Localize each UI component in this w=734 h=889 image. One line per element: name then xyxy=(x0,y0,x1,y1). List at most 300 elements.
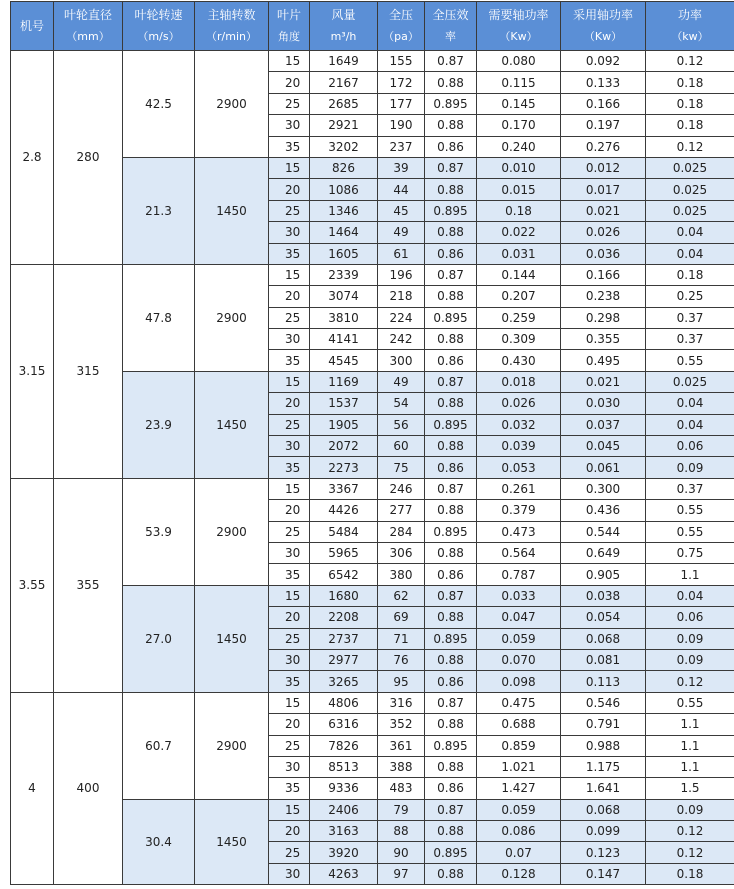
motor-power-cell: 0.09 xyxy=(646,457,734,478)
model-cell: 4 xyxy=(11,692,54,885)
required-power-cell: 0.022 xyxy=(477,222,561,243)
required-power-cell: 1.427 xyxy=(477,778,561,799)
pressure-cell: 155 xyxy=(378,51,425,72)
shaft-power-cell: 0.147 xyxy=(561,863,646,884)
motor-power-cell: 1.1 xyxy=(646,564,734,585)
motor-power-cell: 0.04 xyxy=(646,393,734,414)
required-power-cell: 0.18 xyxy=(477,200,561,221)
blade-angle-cell: 20 xyxy=(269,72,310,93)
airflow-cell: 2273 xyxy=(310,457,378,478)
column-header-unit: （Kw） xyxy=(561,26,645,47)
blade-angle-cell: 35 xyxy=(269,136,310,157)
required-power-cell: 0.018 xyxy=(477,371,561,392)
airflow-cell: 5965 xyxy=(310,542,378,563)
efficiency-cell: 0.86 xyxy=(425,564,477,585)
airflow-cell: 6316 xyxy=(310,714,378,735)
shaft-power-cell: 0.021 xyxy=(561,200,646,221)
motor-power-cell: 0.12 xyxy=(646,671,734,692)
motor-power-cell: 0.09 xyxy=(646,628,734,649)
pressure-cell: 39 xyxy=(378,157,425,178)
efficiency-cell: 0.88 xyxy=(425,607,477,628)
motor-power-cell: 0.25 xyxy=(646,286,734,307)
column-header-unit: （pa） xyxy=(378,26,424,47)
blade-angle-cell: 30 xyxy=(269,756,310,777)
required-power-cell: 0.145 xyxy=(477,93,561,114)
airflow-cell: 2167 xyxy=(310,72,378,93)
blade-angle-cell: 15 xyxy=(269,264,310,285)
required-power-cell: 0.240 xyxy=(477,136,561,157)
airflow-cell: 1605 xyxy=(310,243,378,264)
motor-power-cell: 0.06 xyxy=(646,607,734,628)
column-header-unit: m³/h xyxy=(310,26,377,47)
required-power-cell: 0.07 xyxy=(477,842,561,863)
airflow-cell: 2737 xyxy=(310,628,378,649)
required-power-cell: 0.010 xyxy=(477,157,561,178)
efficiency-cell: 0.88 xyxy=(425,500,477,521)
motor-power-cell: 0.04 xyxy=(646,414,734,435)
diameter-cell: 355 xyxy=(54,478,123,692)
airflow-cell: 4545 xyxy=(310,350,378,371)
pressure-cell: 361 xyxy=(378,735,425,756)
airflow-cell: 1649 xyxy=(310,51,378,72)
efficiency-cell: 0.895 xyxy=(425,521,477,542)
efficiency-cell: 0.88 xyxy=(425,649,477,670)
column-header-name: 需要轴功率 xyxy=(477,5,560,26)
pressure-cell: 62 xyxy=(378,585,425,606)
efficiency-cell: 0.87 xyxy=(425,51,477,72)
motor-power-cell: 0.06 xyxy=(646,436,734,457)
required-power-cell: 0.047 xyxy=(477,607,561,628)
airflow-cell: 3920 xyxy=(310,842,378,863)
efficiency-cell: 0.87 xyxy=(425,585,477,606)
speed-cell: 23.9 xyxy=(123,371,195,478)
column-header-name: 叶轮直径 xyxy=(54,5,122,26)
airflow-cell: 1086 xyxy=(310,179,378,200)
airflow-cell: 2072 xyxy=(310,436,378,457)
efficiency-cell: 0.86 xyxy=(425,243,477,264)
shaft-power-cell: 0.037 xyxy=(561,414,646,435)
shaft-power-cell: 0.988 xyxy=(561,735,646,756)
airflow-cell: 1905 xyxy=(310,414,378,435)
shaft-power-cell: 0.113 xyxy=(561,671,646,692)
motor-power-cell: 0.37 xyxy=(646,329,734,350)
motor-power-cell: 0.55 xyxy=(646,521,734,542)
speed-cell: 60.7 xyxy=(123,692,195,799)
efficiency-cell: 0.88 xyxy=(425,863,477,884)
column-header-unit: 角度 xyxy=(269,26,309,47)
efficiency-cell: 0.88 xyxy=(425,821,477,842)
table-body xyxy=(11,51,734,885)
efficiency-cell: 0.88 xyxy=(425,714,477,735)
efficiency-cell: 0.87 xyxy=(425,371,477,392)
column-header xyxy=(54,2,123,51)
table-row xyxy=(11,51,734,72)
speed-cell: 30.4 xyxy=(123,799,195,885)
required-power-cell: 0.039 xyxy=(477,436,561,457)
blade-angle-cell: 15 xyxy=(269,478,310,499)
required-power-cell: 0.015 xyxy=(477,179,561,200)
motor-power-cell: 0.37 xyxy=(646,478,734,499)
efficiency-cell: 0.87 xyxy=(425,264,477,285)
required-power-cell: 0.031 xyxy=(477,243,561,264)
blade-angle-cell: 25 xyxy=(269,521,310,542)
column-header xyxy=(11,2,54,51)
pressure-cell: 75 xyxy=(378,457,425,478)
shaft-power-cell: 0.238 xyxy=(561,286,646,307)
efficiency-cell: 0.87 xyxy=(425,157,477,178)
blade-angle-cell: 25 xyxy=(269,200,310,221)
motor-power-cell: 0.025 xyxy=(646,200,734,221)
motor-power-cell: 0.55 xyxy=(646,350,734,371)
shaft-power-cell: 0.300 xyxy=(561,478,646,499)
airflow-cell: 2685 xyxy=(310,93,378,114)
motor-power-cell: 0.18 xyxy=(646,863,734,884)
airflow-cell: 1169 xyxy=(310,371,378,392)
pressure-cell: 54 xyxy=(378,393,425,414)
efficiency-cell: 0.895 xyxy=(425,93,477,114)
pressure-cell: 306 xyxy=(378,542,425,563)
required-power-cell: 0.115 xyxy=(477,72,561,93)
blade-angle-cell: 25 xyxy=(269,414,310,435)
pressure-cell: 237 xyxy=(378,136,425,157)
airflow-cell: 2339 xyxy=(310,264,378,285)
motor-power-cell: 0.12 xyxy=(646,51,734,72)
speed-cell: 53.9 xyxy=(123,478,195,585)
airflow-cell: 7826 xyxy=(310,735,378,756)
column-header xyxy=(195,2,269,51)
efficiency-cell: 0.895 xyxy=(425,307,477,328)
column-header-unit: （r/min） xyxy=(195,26,268,47)
required-power-cell: 0.309 xyxy=(477,329,561,350)
motor-power-cell: 0.18 xyxy=(646,93,734,114)
required-power-cell: 0.033 xyxy=(477,585,561,606)
airflow-cell: 8513 xyxy=(310,756,378,777)
motor-power-cell: 1.1 xyxy=(646,714,734,735)
shaft-power-cell: 0.036 xyxy=(561,243,646,264)
motor-power-cell: 0.025 xyxy=(646,371,734,392)
required-power-cell: 0.475 xyxy=(477,692,561,713)
column-header xyxy=(310,2,378,51)
required-power-cell: 0.379 xyxy=(477,500,561,521)
pressure-cell: 95 xyxy=(378,671,425,692)
column-header-unit: （Kw） xyxy=(477,26,560,47)
pressure-cell: 76 xyxy=(378,649,425,670)
blade-angle-cell: 20 xyxy=(269,821,310,842)
pressure-cell: 90 xyxy=(378,842,425,863)
efficiency-cell: 0.895 xyxy=(425,628,477,649)
airflow-cell: 2977 xyxy=(310,649,378,670)
blade-angle-cell: 35 xyxy=(269,671,310,692)
motor-power-cell: 0.09 xyxy=(646,799,734,820)
pressure-cell: 352 xyxy=(378,714,425,735)
motor-power-cell: 0.025 xyxy=(646,157,734,178)
airflow-cell: 2406 xyxy=(310,799,378,820)
blade-angle-cell: 20 xyxy=(269,286,310,307)
pressure-cell: 172 xyxy=(378,72,425,93)
shaft-power-cell: 0.905 xyxy=(561,564,646,585)
required-power-cell: 0.859 xyxy=(477,735,561,756)
blade-angle-cell: 15 xyxy=(269,51,310,72)
required-power-cell: 0.128 xyxy=(477,863,561,884)
efficiency-cell: 0.87 xyxy=(425,478,477,499)
motor-power-cell: 1.1 xyxy=(646,735,734,756)
column-header-unit: （m/s） xyxy=(123,26,194,47)
required-power-cell: 0.032 xyxy=(477,414,561,435)
column-header xyxy=(477,2,561,51)
column-header-unit: （kw） xyxy=(646,26,734,47)
column-header xyxy=(378,2,425,51)
table-row xyxy=(11,264,734,285)
shaft-power-cell: 0.054 xyxy=(561,607,646,628)
pressure-cell: 242 xyxy=(378,329,425,350)
blade-angle-cell: 20 xyxy=(269,179,310,200)
pressure-cell: 97 xyxy=(378,863,425,884)
blade-angle-cell: 25 xyxy=(269,735,310,756)
shaft-power-cell: 0.030 xyxy=(561,393,646,414)
blade-angle-cell: 30 xyxy=(269,222,310,243)
pressure-cell: 316 xyxy=(378,692,425,713)
table-row xyxy=(11,478,734,499)
efficiency-cell: 0.86 xyxy=(425,457,477,478)
airflow-cell: 3367 xyxy=(310,478,378,499)
rpm-cell: 1450 xyxy=(195,585,269,692)
shaft-power-cell: 0.355 xyxy=(561,329,646,350)
shaft-power-cell: 0.436 xyxy=(561,500,646,521)
blade-angle-cell: 35 xyxy=(269,243,310,264)
efficiency-cell: 0.87 xyxy=(425,799,477,820)
required-power-cell: 0.098 xyxy=(477,671,561,692)
speed-cell: 27.0 xyxy=(123,585,195,692)
column-header-name: 风量 xyxy=(310,5,377,26)
efficiency-cell: 0.86 xyxy=(425,136,477,157)
shaft-power-cell: 0.546 xyxy=(561,692,646,713)
shaft-power-cell: 0.038 xyxy=(561,585,646,606)
airflow-cell: 4806 xyxy=(310,692,378,713)
required-power-cell: 0.688 xyxy=(477,714,561,735)
column-header xyxy=(269,2,310,51)
efficiency-cell: 0.88 xyxy=(425,115,477,136)
shaft-power-cell: 0.649 xyxy=(561,542,646,563)
efficiency-cell: 0.88 xyxy=(425,756,477,777)
pressure-cell: 69 xyxy=(378,607,425,628)
motor-power-cell: 0.04 xyxy=(646,585,734,606)
column-header-unit: 率 xyxy=(425,26,476,47)
motor-power-cell: 0.12 xyxy=(646,136,734,157)
rpm-cell: 2900 xyxy=(195,692,269,799)
efficiency-cell: 0.86 xyxy=(425,778,477,799)
motor-power-cell: 0.04 xyxy=(646,243,734,264)
efficiency-cell: 0.88 xyxy=(425,179,477,200)
airflow-cell: 9336 xyxy=(310,778,378,799)
shaft-power-cell: 0.276 xyxy=(561,136,646,157)
model-cell: 2.8 xyxy=(11,51,54,265)
column-header-name: 主轴转数 xyxy=(195,5,268,26)
efficiency-cell: 0.88 xyxy=(425,286,477,307)
blade-angle-cell: 35 xyxy=(269,457,310,478)
pressure-cell: 388 xyxy=(378,756,425,777)
speed-cell: 42.5 xyxy=(123,51,195,158)
pressure-cell: 49 xyxy=(378,371,425,392)
pressure-cell: 79 xyxy=(378,799,425,820)
fan-spec-table xyxy=(10,1,734,885)
pressure-cell: 224 xyxy=(378,307,425,328)
diameter-cell: 280 xyxy=(54,51,123,265)
column-header xyxy=(123,2,195,51)
column-header-name: 全压效 xyxy=(425,5,476,26)
airflow-cell: 6542 xyxy=(310,564,378,585)
shaft-power-cell: 0.166 xyxy=(561,93,646,114)
blade-angle-cell: 20 xyxy=(269,714,310,735)
rpm-cell: 2900 xyxy=(195,264,269,371)
pressure-cell: 483 xyxy=(378,778,425,799)
shaft-power-cell: 0.197 xyxy=(561,115,646,136)
pressure-cell: 61 xyxy=(378,243,425,264)
pressure-cell: 300 xyxy=(378,350,425,371)
airflow-cell: 1346 xyxy=(310,200,378,221)
required-power-cell: 0.070 xyxy=(477,649,561,670)
pressure-cell: 284 xyxy=(378,521,425,542)
blade-angle-cell: 15 xyxy=(269,157,310,178)
shaft-power-cell: 0.012 xyxy=(561,157,646,178)
efficiency-cell: 0.895 xyxy=(425,200,477,221)
shaft-power-cell: 1.175 xyxy=(561,756,646,777)
efficiency-cell: 0.88 xyxy=(425,393,477,414)
efficiency-cell: 0.88 xyxy=(425,72,477,93)
required-power-cell: 0.053 xyxy=(477,457,561,478)
shaft-power-cell: 0.068 xyxy=(561,799,646,820)
shaft-power-cell: 1.641 xyxy=(561,778,646,799)
motor-power-cell: 0.18 xyxy=(646,72,734,93)
airflow-cell: 2208 xyxy=(310,607,378,628)
airflow-cell: 5484 xyxy=(310,521,378,542)
blade-angle-cell: 15 xyxy=(269,371,310,392)
blade-angle-cell: 25 xyxy=(269,842,310,863)
pressure-cell: 177 xyxy=(378,93,425,114)
required-power-cell: 0.144 xyxy=(477,264,561,285)
pressure-cell: 196 xyxy=(378,264,425,285)
efficiency-cell: 0.895 xyxy=(425,842,477,863)
airflow-cell: 1537 xyxy=(310,393,378,414)
blade-angle-cell: 15 xyxy=(269,692,310,713)
blade-angle-cell: 15 xyxy=(269,585,310,606)
blade-angle-cell: 20 xyxy=(269,393,310,414)
required-power-cell: 0.026 xyxy=(477,393,561,414)
airflow-cell: 4141 xyxy=(310,329,378,350)
efficiency-cell: 0.88 xyxy=(425,329,477,350)
shaft-power-cell: 0.544 xyxy=(561,521,646,542)
pressure-cell: 218 xyxy=(378,286,425,307)
required-power-cell: 0.787 xyxy=(477,564,561,585)
pressure-cell: 380 xyxy=(378,564,425,585)
model-cell: 3.55 xyxy=(11,478,54,692)
required-power-cell: 0.086 xyxy=(477,821,561,842)
blade-angle-cell: 35 xyxy=(269,350,310,371)
motor-power-cell: 0.025 xyxy=(646,179,734,200)
blade-angle-cell: 25 xyxy=(269,628,310,649)
column-header-name: 采用轴功率 xyxy=(561,5,645,26)
efficiency-cell: 0.86 xyxy=(425,350,477,371)
blade-angle-cell: 25 xyxy=(269,307,310,328)
shaft-power-cell: 0.495 xyxy=(561,350,646,371)
pressure-cell: 277 xyxy=(378,500,425,521)
shaft-power-cell: 0.045 xyxy=(561,436,646,457)
airflow-cell: 2921 xyxy=(310,115,378,136)
shaft-power-cell: 0.081 xyxy=(561,649,646,670)
required-power-cell: 0.564 xyxy=(477,542,561,563)
blade-angle-cell: 25 xyxy=(269,93,310,114)
motor-power-cell: 0.09 xyxy=(646,649,734,670)
shaft-power-cell: 0.026 xyxy=(561,222,646,243)
motor-power-cell: 1.1 xyxy=(646,756,734,777)
motor-power-cell: 0.04 xyxy=(646,222,734,243)
shaft-power-cell: 0.061 xyxy=(561,457,646,478)
pressure-cell: 190 xyxy=(378,115,425,136)
motor-power-cell: 0.37 xyxy=(646,307,734,328)
shaft-power-cell: 0.123 xyxy=(561,842,646,863)
speed-cell: 21.3 xyxy=(123,157,195,264)
required-power-cell: 0.080 xyxy=(477,51,561,72)
pressure-cell: 71 xyxy=(378,628,425,649)
shaft-power-cell: 0.021 xyxy=(561,371,646,392)
shaft-power-cell: 0.099 xyxy=(561,821,646,842)
blade-angle-cell: 30 xyxy=(269,436,310,457)
airflow-cell: 3163 xyxy=(310,821,378,842)
column-header xyxy=(561,2,646,51)
motor-power-cell: 0.18 xyxy=(646,115,734,136)
motor-power-cell: 0.55 xyxy=(646,692,734,713)
rpm-cell: 1450 xyxy=(195,157,269,264)
required-power-cell: 0.261 xyxy=(477,478,561,499)
required-power-cell: 1.021 xyxy=(477,756,561,777)
airflow-cell: 4426 xyxy=(310,500,378,521)
column-header-name: 叶片 xyxy=(269,5,309,26)
rpm-cell: 1450 xyxy=(195,799,269,885)
airflow-cell: 3810 xyxy=(310,307,378,328)
shaft-power-cell: 0.133 xyxy=(561,72,646,93)
efficiency-cell: 0.88 xyxy=(425,542,477,563)
header-row xyxy=(11,2,734,51)
required-power-cell: 0.059 xyxy=(477,799,561,820)
column-header-name: 机号 xyxy=(11,16,53,37)
model-cell: 3.15 xyxy=(11,264,54,478)
airflow-cell: 1680 xyxy=(310,585,378,606)
pressure-cell: 49 xyxy=(378,222,425,243)
pressure-cell: 45 xyxy=(378,200,425,221)
airflow-cell: 1464 xyxy=(310,222,378,243)
motor-power-cell: 0.12 xyxy=(646,842,734,863)
rpm-cell: 2900 xyxy=(195,51,269,158)
shaft-power-cell: 0.092 xyxy=(561,51,646,72)
airflow-cell: 3202 xyxy=(310,136,378,157)
blade-angle-cell: 30 xyxy=(269,115,310,136)
pressure-cell: 56 xyxy=(378,414,425,435)
efficiency-cell: 0.88 xyxy=(425,436,477,457)
efficiency-cell: 0.895 xyxy=(425,414,477,435)
blade-angle-cell: 35 xyxy=(269,564,310,585)
table-header xyxy=(11,2,734,51)
motor-power-cell: 1.5 xyxy=(646,778,734,799)
airflow-cell: 4263 xyxy=(310,863,378,884)
shaft-power-cell: 0.166 xyxy=(561,264,646,285)
shaft-power-cell: 0.791 xyxy=(561,714,646,735)
shaft-power-cell: 0.068 xyxy=(561,628,646,649)
motor-power-cell: 0.75 xyxy=(646,542,734,563)
required-power-cell: 0.170 xyxy=(477,115,561,136)
blade-angle-cell: 30 xyxy=(269,863,310,884)
pressure-cell: 246 xyxy=(378,478,425,499)
column-header-name: 叶轮转速 xyxy=(123,5,194,26)
rpm-cell: 1450 xyxy=(195,371,269,478)
